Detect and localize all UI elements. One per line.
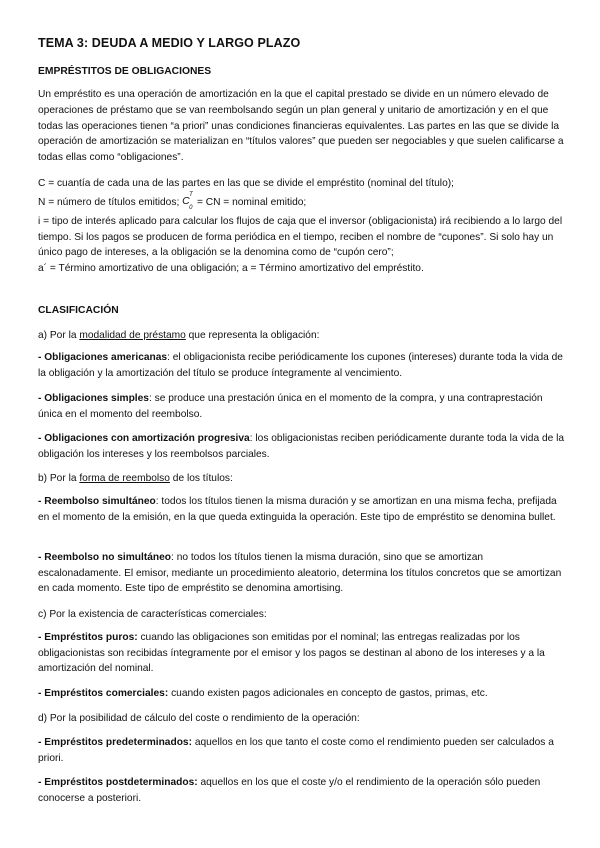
b-item-1-text: : todos los títulos tienen la misma duración y se amortizan en una misma fecha, prefijada en el momento de la emisión, en la que queda extinguida la operación. Este tipo de empréstito se denomina bullet. <box>38 496 557 523</box>
definition-n-suffix: = CN = nominal emitido; <box>196 197 307 208</box>
a-underlined: modalidad de préstamo <box>79 330 186 341</box>
a-item-2-term: - Obligaciones simples <box>38 393 149 404</box>
c-item-1-text: cuando las obligaciones son emitidas por el nominal; las entregas realizadas por los obligacionistas son recibidas íntegramente por el emisor y los pagos se destinan al abono de los intereses y a la amortización del nominal. <box>38 632 545 675</box>
a-suffix: que representa la obligación: <box>185 330 320 341</box>
a-item-1-text: : el obligacionista recibe periódicamente los cupones (intereses) durante toda la vida de la obligación y la amortización del título se produce íntegramente al vencimiento. <box>38 352 563 379</box>
d-item-1 <box>38 735 566 766</box>
a-item-2 <box>38 391 566 422</box>
c0-subscript: 0 <box>189 205 193 211</box>
definition-n <box>38 192 566 211</box>
b-prefix: b) Por la <box>38 473 80 484</box>
b-item-1 <box>38 494 566 525</box>
clasificacion-b-label <box>38 471 233 487</box>
b-item-1-term: - Reembolso simultáneo <box>38 496 156 507</box>
b-item-2 <box>38 550 566 597</box>
definition-i: i = tipo de interés aplicado para calcular los flujos de caja que el inversor (obligacionista) irá recibiendo a lo largo del tiempo. Si los pagos se producen de forma periódica en el tiempo, reciben el nombre de “cupones”. Si solo hay un único pago de intereses, a la obligación se la denomina como de “cupón cero”; <box>38 216 563 259</box>
b-item-2-term: - Reembolso no simultáneo <box>38 552 172 563</box>
c0-base: C <box>182 195 190 207</box>
b-item-2-text: : no todos los títulos tienen la misma duración, sino que se amortizan escalonadamente. El emisor, mediante un procedimiento aleatorio, determina los títulos concretos que se amortizan en cada momento. Este tipo de empréstito se denomina amortising. <box>38 552 562 595</box>
d-item-1-text: aquellos en los que tanto el coste como el rendimiento pueden ser calculados a priori. <box>38 737 554 764</box>
c-item-1 <box>38 630 566 677</box>
b-underlined: forma de reembolso <box>79 473 170 484</box>
definition-n-prefix: N = número de títulos emitidos; <box>38 197 180 208</box>
clasificacion-c-label: c) Por la existencia de características comerciales: <box>38 609 267 620</box>
d-item-2-text: aquellos en los que el coste y/o el rendimiento de la operación sólo pueden conocerse a posteriori. <box>38 777 541 804</box>
definition-a: a´ = Término amortizativo de una obligación; a = Término amortizativo del empréstito. <box>38 263 424 274</box>
a-item-1-term: - Obligaciones americanas <box>38 352 168 363</box>
c-item-2 <box>38 686 566 702</box>
a-item-2-text: : se produce una prestación única en el momento de la compra, y una contraprestación única en el momento del reembolso. <box>38 393 543 420</box>
section-subtitle: EMPRÉSTITOS DE OBLIGACIONES <box>38 66 212 77</box>
c-item-2-text: cuando existen pagos adicionales en concepto de gastos, primas, etc. <box>168 688 488 699</box>
a-prefix: a) Por la <box>38 330 80 341</box>
clasificacion-heading: CLASIFICACIÓN <box>38 305 119 316</box>
a-item-1 <box>38 350 566 381</box>
d-item-2-term: - Empréstitos postdeterminados: <box>38 777 198 788</box>
definition-c: C = cuantía de cada una de las partes en las que se divide el empréstito (nominal del título); <box>38 178 454 189</box>
a-item-3 <box>38 431 566 462</box>
a-item-3-term: - Obligaciones con amortización progresiva <box>38 433 250 444</box>
page-title: TEMA 3: DEUDA A MEDIO Y LARGO PLAZO <box>38 36 301 50</box>
c0-symbol <box>182 192 194 211</box>
clasificacion-d-label: d) Por la posibilidad de cálculo del coste o rendimiento de la operación: <box>38 713 360 724</box>
c-item-2-term: - Empréstitos comerciales: <box>38 688 169 699</box>
b-suffix: de los títulos: <box>169 473 233 484</box>
c-item-1-term: - Empréstitos puros: <box>38 632 138 643</box>
c0-superscript: T <box>189 192 193 198</box>
clasificacion-a-label <box>38 328 319 344</box>
d-item-2 <box>38 775 566 806</box>
a-item-3-text: : los obligacionistas reciben periódicamente durante toda la vida de la obligación los intereses y los reembolsos parciales. <box>38 433 565 460</box>
d-item-1-term: - Empréstitos predeterminados: <box>38 737 192 748</box>
intro-paragraph: Un empréstito es una operación de amortización en la que el capital prestado se divide en un número elevado de operaciones de préstamo que se van reembolsando según un plan general y unitario de amortización y en el que todas las operaciones tienen “a priori” unas condiciones financieras equivalentes. Las partes en las que se divide la operación de amortización se materializan en “títulos valores” que pueden ser negociables y que suelen calificarse a todas ellas como “obligaciones”. <box>38 89 564 164</box>
